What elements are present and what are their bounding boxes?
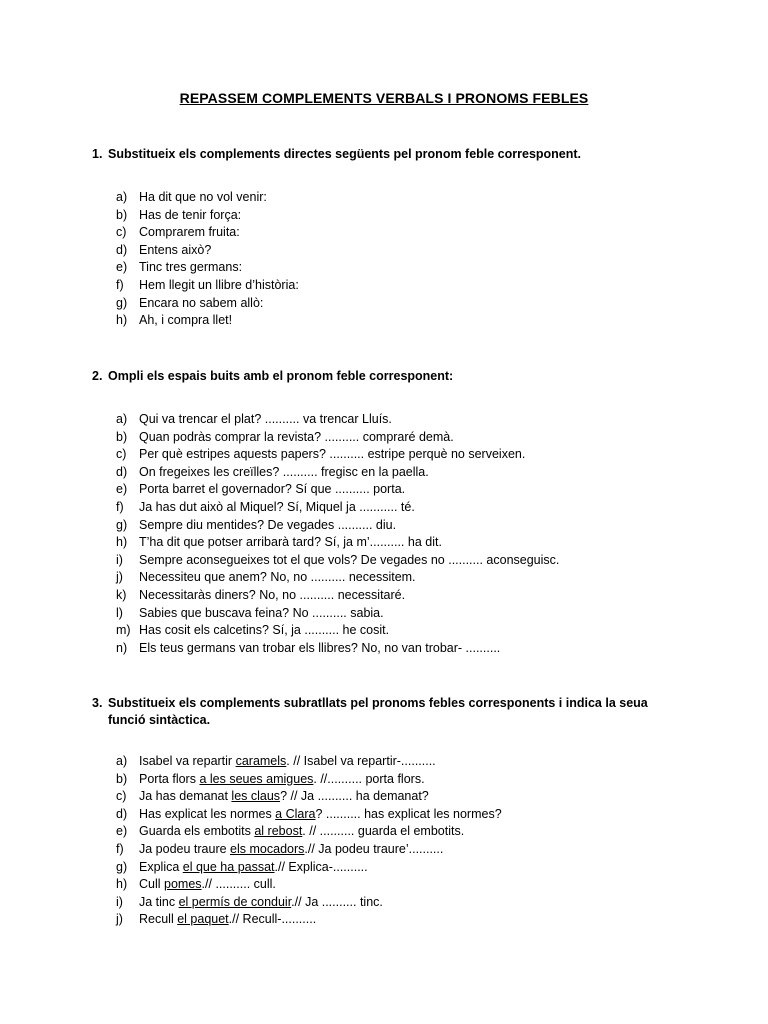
section-3-heading — [92, 695, 652, 729]
list-item — [116, 259, 299, 277]
item-text: Has cosit els calcetins? Sí, ja .......... he cosit. — [139, 623, 390, 638]
item-label: c) — [116, 225, 127, 240]
list-item — [116, 207, 299, 225]
item-text: Ah, i compra llet! — [139, 313, 233, 328]
item-label: i) — [116, 894, 123, 909]
section-heading-text: Substitueix els complements directes següents pel pronom feble corresponent. — [108, 147, 582, 161]
item-text-pre: Explica — [139, 859, 183, 874]
item-label: n) — [116, 640, 128, 655]
item-label: j) — [116, 912, 123, 927]
section-number: 3. — [92, 696, 103, 710]
item-label: g) — [116, 517, 128, 532]
underlined-complement: caramels — [235, 754, 287, 768]
list-item — [116, 481, 559, 499]
item-label: a) — [116, 754, 128, 768]
list-item — [116, 446, 559, 464]
list-item — [116, 859, 502, 877]
page-title: REPASSEM COMPLEMENTS VERBALS I PRONOMS FEBLES — [179, 90, 589, 106]
item-text-post: .// Ja podeu traure’.......... — [304, 841, 444, 856]
item-text: Sempre diu mentides? De vegades .......... diu. — [139, 517, 397, 532]
section-1-list — [116, 189, 299, 330]
underlined-complement: els mocadors — [230, 841, 305, 856]
list-item — [116, 499, 559, 517]
underlined-complement: el que ha passat — [182, 859, 275, 874]
list-item — [116, 587, 559, 605]
item-label: h) — [116, 877, 128, 892]
list-item — [116, 605, 559, 623]
section-2-list — [116, 411, 559, 657]
item-text-pre: Ja podeu traure — [139, 841, 231, 856]
item-label: g) — [116, 859, 128, 874]
item-text: Sempre aconsegueixes tot el que vols? De vegades no .......... aconseguisc. — [139, 552, 560, 567]
item-label: b) — [116, 771, 128, 786]
item-label: m) — [116, 623, 131, 638]
item-text-pre: Has explicat les normes — [139, 806, 276, 821]
list-item — [116, 224, 299, 242]
list-item — [116, 534, 559, 552]
item-text: Qui va trencar el plat? .......... va trencar Lluís. — [139, 412, 392, 426]
list-item — [116, 411, 559, 429]
section-3-list — [116, 753, 502, 929]
list-item — [116, 788, 502, 806]
item-label: b) — [116, 429, 128, 444]
underlined-complement: al rebost — [254, 824, 303, 839]
item-text-post: . //.......... porta flors. — [313, 771, 425, 786]
list-item — [116, 312, 299, 330]
list-item — [116, 569, 559, 587]
item-label: j) — [116, 570, 123, 585]
item-label: d) — [116, 242, 128, 257]
list-item — [116, 552, 559, 570]
item-text-pre: Ja has demanat — [139, 789, 232, 804]
item-text-pre: Guarda els embotits — [139, 824, 255, 839]
item-text-post: ? // Ja .......... ha demanat? — [280, 789, 429, 804]
item-text-post: .// Recull-.......... — [228, 912, 317, 927]
item-label: i) — [116, 552, 123, 567]
item-text: Tinc tres germans: — [139, 260, 243, 275]
item-label: d) — [116, 464, 128, 479]
item-label: l) — [116, 605, 123, 620]
item-text: On fregeixes les creïlles? .......... fregisc en la paella. — [139, 464, 429, 479]
item-label: k) — [116, 587, 127, 602]
item-label: f) — [116, 277, 124, 292]
item-label: c) — [116, 447, 127, 462]
item-text: Per què estripes aquests papers? .......... estripe perquè no serveixen. — [139, 447, 526, 462]
item-label: a) — [116, 412, 128, 426]
item-label: e) — [116, 824, 128, 839]
item-label: e) — [116, 260, 128, 275]
list-item — [116, 517, 559, 535]
item-label: b) — [116, 207, 128, 222]
item-text: Ja has dut això al Miquel? Sí, Miquel ja ........... té. — [139, 499, 415, 514]
item-text: Encara no sabem allò: — [139, 295, 264, 310]
item-text-pre: Recull — [139, 912, 178, 927]
item-text-post: ? .......... has explicat les normes? — [315, 806, 502, 821]
item-text-post: . // .......... guarda el embotits. — [302, 824, 465, 839]
item-text: Necessitaràs diners? No, no .......... necessitaré. — [139, 587, 406, 602]
underlined-complement: les claus — [231, 789, 281, 804]
item-label: f) — [116, 499, 124, 514]
list-item — [116, 876, 502, 894]
item-text-post: .// Ja .......... tinc. — [291, 894, 383, 909]
item-text-pre: Isabel va repartir — [139, 754, 236, 768]
list-item — [116, 894, 502, 912]
section-heading-continuation: funció sintàctica. — [108, 713, 211, 727]
list-item — [116, 806, 502, 824]
item-text: Quan podràs comprar la revista? .......... compraré demà. — [139, 429, 454, 444]
item-label: h) — [116, 313, 128, 328]
list-item — [116, 242, 299, 260]
list-item — [116, 464, 559, 482]
list-item — [116, 429, 559, 447]
section-1-heading — [92, 146, 652, 163]
underlined-complement: el permís de conduir — [178, 894, 292, 909]
underlined-complement: a Clara — [275, 806, 316, 821]
item-text-pre: Porta flors — [139, 771, 200, 786]
underlined-complement: el paquet — [177, 912, 229, 927]
underlined-complement: a les seues amigues — [199, 771, 314, 786]
list-item — [116, 189, 299, 207]
underlined-complement: pomes — [164, 877, 202, 892]
item-text: Ha dit que no vol venir: — [139, 190, 267, 204]
list-item — [116, 295, 299, 313]
list-item — [116, 771, 502, 789]
item-text: Comprarem fruita: — [139, 225, 240, 240]
list-item — [116, 277, 299, 295]
item-label: c) — [116, 789, 127, 804]
item-text: Entens això? — [139, 242, 212, 257]
item-text: Porta barret el governador? Sí que .......... porta. — [139, 482, 406, 497]
item-text: Sabies que buscava feina? No .......... sabia. — [139, 605, 384, 620]
item-text-post: .// .......... cull. — [201, 877, 276, 892]
item-text: Necessiteu que anem? No, no .......... necessitem. — [139, 570, 416, 585]
section-heading-text: Ompli els espais buits amb el pronom feble corresponent: — [108, 369, 454, 383]
section-number: 1. — [92, 147, 103, 161]
list-item — [116, 753, 502, 771]
list-item — [116, 841, 502, 859]
item-label: e) — [116, 482, 128, 497]
item-label: d) — [116, 806, 128, 821]
item-text-pre: Cull — [139, 877, 165, 892]
list-item — [116, 911, 502, 929]
section-number: 2. — [92, 369, 103, 383]
item-text: Has de tenir força: — [139, 207, 242, 222]
section-heading-text: Substitueix els complements subratllats pel pronoms febles corresponents i indica la seua — [108, 696, 648, 710]
item-text: Hem llegit un llibre d’història: — [139, 277, 299, 292]
item-text-post: .// Explica-.......... — [274, 859, 368, 874]
item-text: Els teus germans van trobar els llibres? No, no van trobar- .......... — [139, 640, 501, 655]
section-2-heading — [92, 368, 652, 385]
item-text-pre: Ja tinc — [139, 894, 179, 909]
item-text-post: . // Isabel va repartir-.......... — [286, 754, 436, 768]
item-label: g) — [116, 295, 128, 310]
item-label: h) — [116, 535, 128, 550]
list-item — [116, 640, 559, 658]
item-label: f) — [116, 841, 124, 856]
item-label: a) — [116, 190, 128, 204]
list-item — [116, 823, 502, 841]
item-text: T’ha dit que potser arribarà tard? Sí, ja m’.......... ha dit. — [139, 535, 442, 550]
list-item — [116, 622, 559, 640]
